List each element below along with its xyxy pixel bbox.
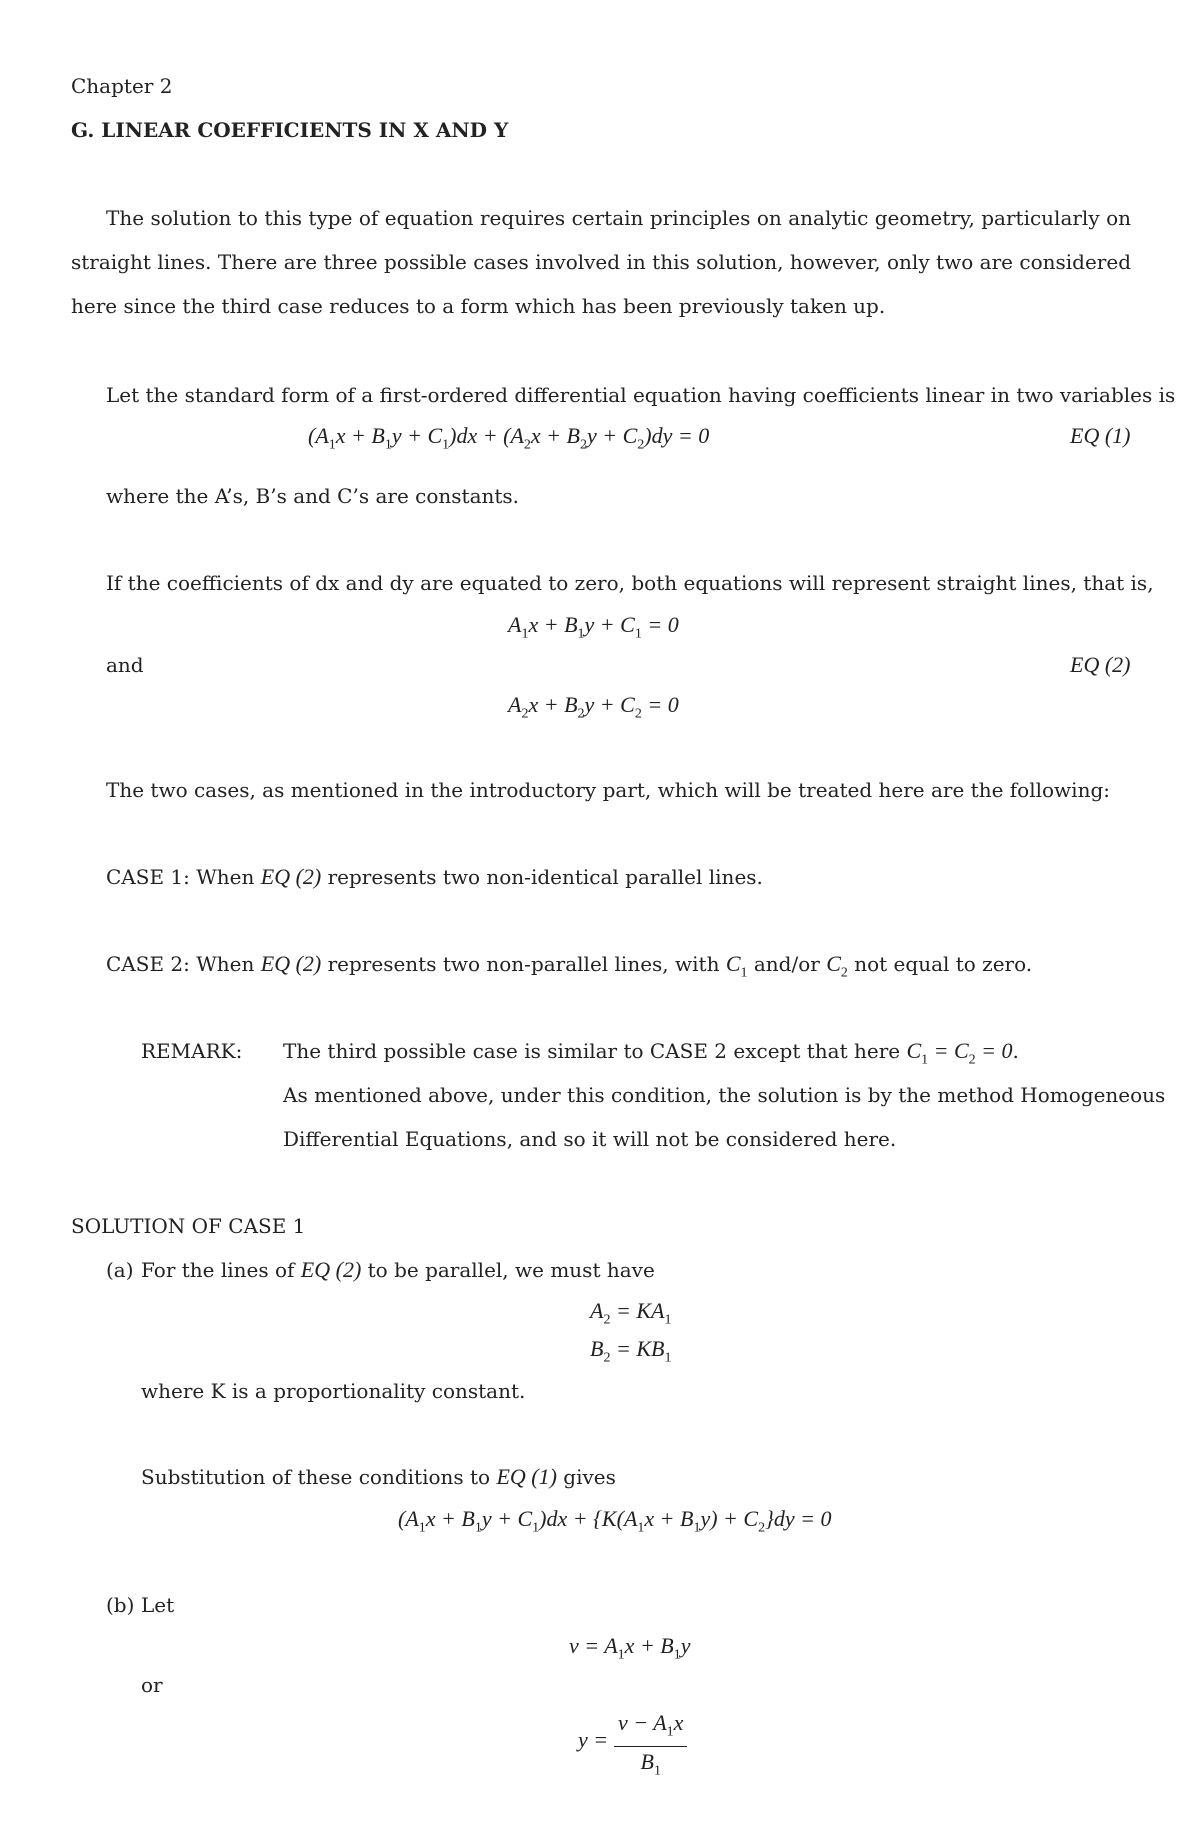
constants-note: where the A’s, B’s and C’s are constants. bbox=[106, 484, 520, 508]
remark-line-3: Differential Equations, and so it will not be considered here. bbox=[283, 1127, 897, 1151]
equation-substituted: $(A_1x + B_1y + C_1)dx + \{K(A_1x + B_1y) + C_2\}dy = 0$ bbox=[398, 1506, 832, 1536]
item-b-marker: (b) bbox=[106, 1593, 135, 1617]
solution-heading: SOLUTION OF CASE 1 bbox=[71, 1214, 306, 1238]
case-2-ref: EQ (2) bbox=[260, 951, 322, 976]
intro-paragraph: The solution to this type of equation requires certain principles on analytic geometry, particularly on straight lines. There are three possible cases involved in this solution, however, only two are considered here since the third case reduces to a form which has been previously taken up. bbox=[71, 206, 1131, 318]
equation-y-fraction bbox=[614, 1709, 687, 1787]
item-a-ref: EQ (2) bbox=[300, 1257, 362, 1282]
remark-line-1: The third possible case is similar to CASE 2 except that here $C_1 = C_2 = 0$. bbox=[283, 1038, 1019, 1068]
case-1-ref: EQ (2) bbox=[260, 864, 322, 889]
item-b-text: Let bbox=[141, 1593, 175, 1617]
and-word: and bbox=[106, 653, 144, 677]
remark-line-2: As mentioned above, under this condition, the solution is by the method Homogeneous bbox=[283, 1083, 1166, 1107]
equation-1: $(A_1x + B_1y + C_1)dx + (A_2x + B_2y + C_2)dy = 0$ bbox=[308, 423, 710, 453]
case-2-andor: and/or bbox=[747, 952, 827, 976]
case-2-mid: represents two non-parallel lines, with bbox=[321, 952, 726, 976]
c2-symbol: $C_2$ bbox=[826, 951, 848, 981]
item-a-text bbox=[141, 1258, 655, 1282]
case-2-suffix: not equal to zero. bbox=[847, 952, 1033, 976]
coefficients-lead: If the coefficients of dx and dy are equated to zero, both equations will represent straight lines, that is, bbox=[106, 571, 1154, 595]
or-word: or bbox=[141, 1673, 163, 1697]
equation-b2: $B_2 = KB_1$ bbox=[590, 1336, 672, 1366]
case-2 bbox=[106, 952, 1032, 985]
chapter-label: Chapter 2 bbox=[71, 74, 173, 98]
section-title: G. LINEAR COEFFICIENTS IN X AND Y bbox=[71, 118, 509, 142]
remark-condition: $C_1 = C_2 = 0$ bbox=[906, 1038, 1013, 1068]
case-1-prefix: CASE 1: When bbox=[106, 865, 261, 889]
cases-intro: The two cases, as mentioned in the introductory part, which will be treated here are the following: bbox=[106, 778, 1110, 802]
case-1 bbox=[106, 865, 763, 889]
fraction-denominator: $B_1$ bbox=[640, 1749, 661, 1779]
case-1-suffix: represents two non-identical parallel lines. bbox=[321, 865, 763, 889]
standard-form-lead: Let the standard form of a first-ordered differential equation having coefficients linear in two variables is bbox=[106, 383, 1176, 407]
c1-symbol: $C_1$ bbox=[725, 951, 748, 981]
remark-line-1-text: The third possible case is similar to CASE 2 except that here bbox=[283, 1039, 907, 1063]
equation-a2: $A_2 = KA_1$ bbox=[590, 1298, 672, 1328]
item-a-suffix: to be parallel, we must have bbox=[361, 1258, 655, 1282]
eq2-label: EQ (2) bbox=[1070, 652, 1131, 677]
item-a-marker: (a) bbox=[106, 1258, 134, 1282]
equation-y-lhs: y = bbox=[578, 1727, 609, 1752]
eq1-label: EQ (1) bbox=[1070, 423, 1131, 448]
case-2-prefix: CASE 2: When bbox=[106, 952, 261, 976]
substitution-text bbox=[141, 1465, 616, 1489]
substitution-prefix: Substitution of these conditions to bbox=[141, 1465, 497, 1489]
equation-v: $v = A_1x + B_1y$ bbox=[569, 1633, 691, 1663]
remark-label: REMARK: bbox=[141, 1039, 243, 1063]
substitution-suffix: gives bbox=[556, 1465, 616, 1489]
equation-2b: $A_2x + B_2y + C_2 = 0$ bbox=[508, 692, 679, 722]
equation-2a: $A_1x + B_1y + C_1 = 0$ bbox=[508, 612, 679, 642]
item-a-prefix: For the lines of bbox=[141, 1258, 301, 1282]
fraction-numerator: $v - A_1x$ bbox=[614, 1709, 687, 1747]
k-note: where K is a proportionality constant. bbox=[141, 1379, 526, 1403]
substitution-ref: EQ (1) bbox=[496, 1464, 557, 1489]
